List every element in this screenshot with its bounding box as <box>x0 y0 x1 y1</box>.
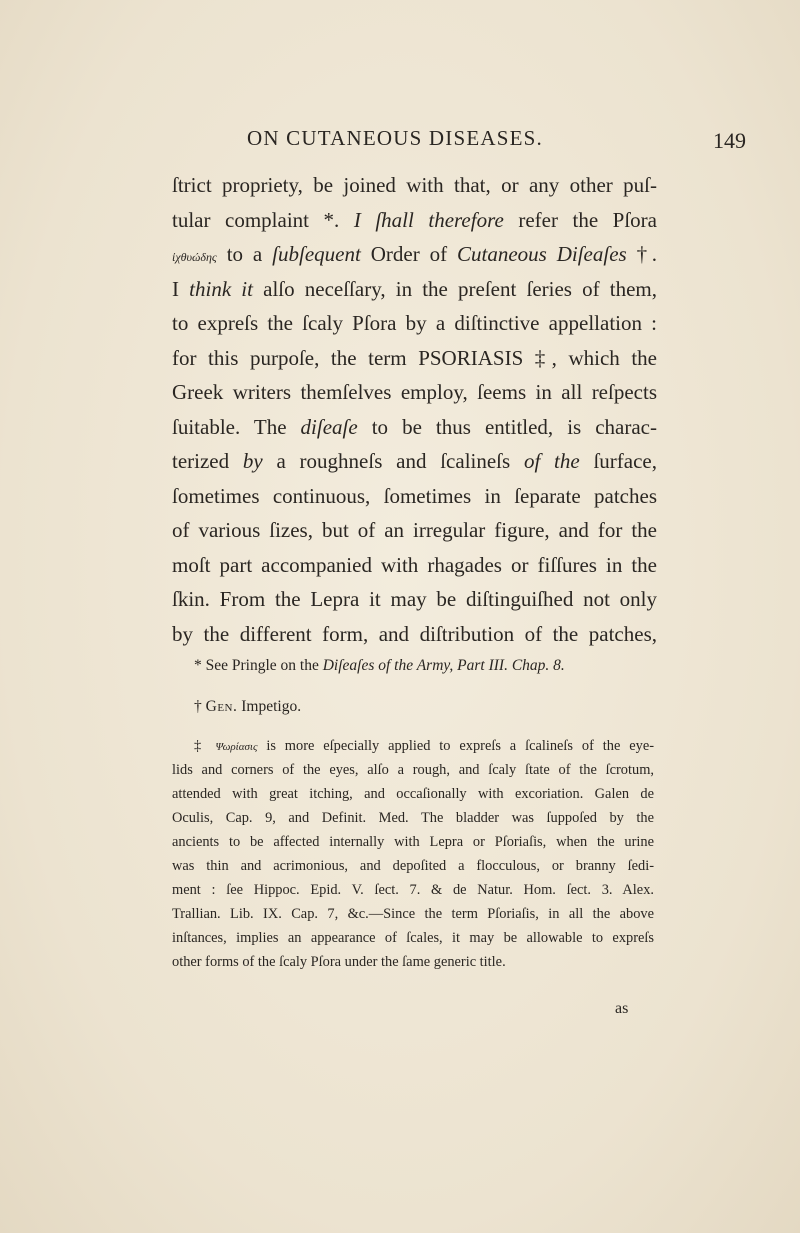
footnote-ddagger-line-3: attended with great itching, and occaſionally with excoriation. Galen de <box>172 786 654 802</box>
text-line-9: terized by a roughneſs and ſcalineſs of the ſurface, <box>172 449 657 473</box>
text-line-14: by the different form, and diſtribution of the patches, <box>172 621 657 646</box>
text-line-10: ſometimes continuous, ſometimes in ſeparate patches <box>172 483 657 508</box>
text-line-5: to expreſs the ſcaly Pſora by a diſtinctive appellation : <box>172 311 657 335</box>
text-line-13: ſkin. From the Lepra it may be diſtinguiſhed not only <box>172 587 657 611</box>
footnote-ddagger-line-2: lids and corners of the eyes, alſo a rough, and ſcaly ſtate of the ſcrotum, <box>172 762 654 778</box>
footnote-star: * See Pringle on the Diſeaſes of the Army, Part III. Chap. 8. <box>194 657 565 674</box>
catchword: as <box>615 1000 629 1017</box>
running-head <box>0 126 800 156</box>
footnote-ddagger-line-8: Trallian. Lib. IX. Cap. 7, &c.—Since the term Pſoriaſis, in all the above <box>172 906 654 922</box>
main-text <box>172 168 657 651</box>
footnote-ddagger-line-4: Oculis, Cap. 9, and Definit. Med. The bladder was ſuppoſed by the <box>172 810 654 826</box>
footnote-ddagger-line-6: was thin and acrimonious, and depoſited a flocculous, or branny ſedi- <box>172 858 654 874</box>
footnotes <box>172 652 654 974</box>
running-title: ON CUTANEOUS DISEASES. <box>247 126 543 150</box>
text-line-12: moſt part accompanied with rhagades or fiſſures in the <box>172 552 657 577</box>
text-line-8: ſuitable. The diſeaſe to be thus entitled, is charac- <box>172 414 657 439</box>
footnote-ddagger-line-5: ancients to be affected internally with Lepra or Pſoriaſis, when the urine <box>172 834 654 850</box>
text-line-11: of various ſizes, but of an irregular figure, and for the <box>172 518 657 542</box>
footnote-ddagger-line-7: ment : ſee Hippoc. Epid. V. ſect. 7. & de Natur. Hom. ſect. 3. Alex. <box>172 882 654 898</box>
text-line-7: Greek writers themſelves employ, ſeems in all reſpects <box>172 380 657 404</box>
footnote-dagger: † Gen. Impetigo. <box>194 698 302 715</box>
text-line-3: ἰχθυώδης to a ſubſequent Order of Cutaneous Diſeaſes †. <box>172 242 658 266</box>
footnote-ddagger-line-10: other forms of the ſcaly Pſora under the ſame generic title. <box>172 954 506 970</box>
text-line-6: for this purpoſe, the term PSORIASIS ‡, which the <box>172 345 657 370</box>
footnote-ddagger-line-9: inſtances, implies an appearance of ſcales, it may be allowable to expreſs <box>172 930 654 946</box>
text-line-4: I think it alſo neceſſary, in the preſent ſeries of them, <box>172 276 657 301</box>
text-line-1: ſtrict propriety, be joined with that, or any other puſ- <box>172 173 657 197</box>
footnote-ddagger-line-1: ‡ Ψωρίασις is more eſpecially applied to expreſs a ſcalineſs of the eye- <box>194 738 654 754</box>
page-number: 149 <box>713 128 746 153</box>
footnote-mark-star: * <box>194 657 202 674</box>
footnote-mark-dagger: † <box>194 698 202 715</box>
footnote-mark-ddagger: ‡ <box>194 738 207 754</box>
text-line-2: tular complaint *. I ſhall therefore refer the Pſora <box>172 207 657 232</box>
